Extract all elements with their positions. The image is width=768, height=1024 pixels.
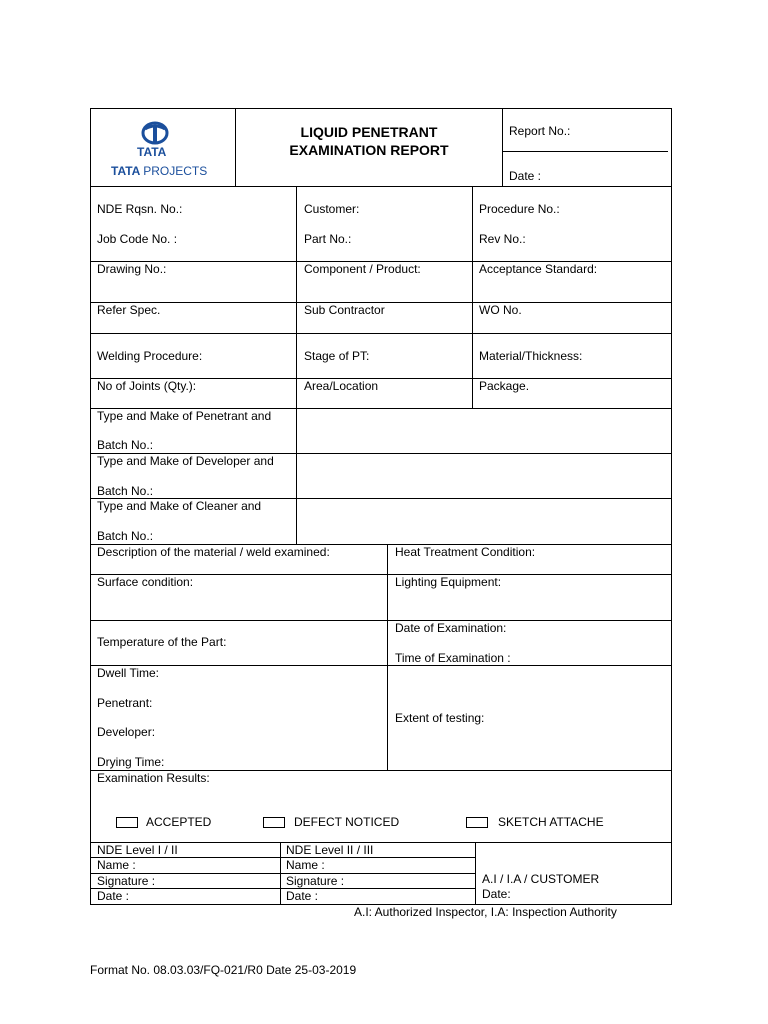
description-label: Description of the material / weld examined: (97, 545, 330, 559)
nde-level2-label: NDE Level II / III (286, 843, 374, 857)
stage-pt-label: Stage of PT: (304, 349, 370, 363)
row-divider (90, 186, 672, 187)
no-joints-label: No of Joints (Qty.): (97, 379, 197, 393)
date1-label: Date : (97, 889, 130, 903)
developer-type-label: Type and Make of Developer and (97, 454, 274, 468)
date-exam-label: Date of Examination: (395, 621, 507, 635)
procedure-no-label: Procedure No.: (479, 202, 560, 216)
report-title-line1: LIQUID PENETRANT (300, 124, 438, 140)
accepted-checkbox[interactable] (116, 817, 138, 828)
col-divider (475, 842, 476, 905)
report-date-label: Date : (509, 169, 542, 183)
name2-label: Name : (286, 858, 325, 872)
col-divider (502, 108, 503, 186)
nde-level1-label: NDE Level I / II (97, 843, 178, 857)
defect-checkbox[interactable] (263, 817, 285, 828)
developer-time-label: Developer: (97, 725, 156, 739)
col-divider (472, 186, 473, 408)
sketch-label: SKETCH ATTACHE (498, 815, 604, 829)
logo-company-name (111, 164, 207, 178)
cleaner-batch-label: Batch No.: (97, 529, 154, 543)
job-code-label: Job Code No. : (97, 232, 178, 246)
dwell-label: Dwell Time: (97, 666, 160, 680)
report-no-label: Report No.: (509, 124, 571, 138)
customer-label: Customer: (304, 202, 360, 216)
acceptance-label: Acceptance Standard: (479, 262, 598, 276)
penetrant-time-label: Penetrant: (97, 696, 153, 710)
sub-contractor-label: Sub Contractor (304, 303, 385, 317)
results-label: Examination Results: (97, 771, 210, 785)
welding-procedure-label: Welding Procedure: (97, 349, 203, 363)
col-divider (296, 186, 297, 544)
col-divider (280, 842, 281, 905)
ai-customer-label: A.I / I.A / CUSTOMER (482, 872, 600, 886)
format-number: Format No. 08.03.03/FQ-021/R0 Date 25-03-2019 (90, 963, 357, 977)
extent-label: Extent of testing: (395, 711, 485, 725)
package-label: Package. (479, 379, 530, 393)
time-exam-label: Time of Examination : (395, 651, 511, 665)
penetrant-batch-label: Batch No.: (97, 438, 154, 452)
logo-company-projects: PROJECTS (143, 164, 208, 178)
report-date-divider (502, 151, 668, 152)
component-label: Component / Product: (304, 262, 421, 276)
heat-treatment-label: Heat Treatment Condition: (395, 545, 536, 559)
footnote: A.I: Authorized Inspector, I.A: Inspection Authority (354, 905, 617, 919)
refer-spec-label: Refer Spec. (97, 303, 161, 317)
name1-label: Name : (97, 858, 136, 872)
date2-label: Date : (286, 889, 319, 903)
nde-rqsn-label: NDE Rqsn. No.: (97, 202, 183, 216)
lighting-label: Lighting Equipment: (395, 575, 502, 589)
rev-no-label: Rev No.: (479, 232, 526, 246)
material-thickness-label: Material/Thickness: (479, 349, 583, 363)
sign-row-divider (90, 888, 475, 889)
developer-batch-label: Batch No.: (97, 484, 154, 498)
report-title-line2: EXAMINATION REPORT (289, 142, 449, 158)
row-divider (90, 333, 672, 334)
drawing-no-label: Drawing No.: (97, 262, 167, 276)
cleaner-type-label: Type and Make of Cleaner and (97, 499, 262, 513)
signature1-label: Signature : (97, 874, 156, 888)
sketch-checkbox[interactable] (466, 817, 488, 828)
wo-no-label: WO No. (479, 303, 522, 317)
defect-label: DEFECT NOTICED (294, 815, 400, 829)
logo-wordmark: TATA (137, 145, 167, 159)
col-divider (387, 544, 388, 770)
row-divider (90, 665, 672, 666)
drying-time-label: Drying Time: (97, 755, 165, 769)
part-no-label: Part No.: (304, 232, 352, 246)
area-location-label: Area/Location (304, 379, 379, 393)
accepted-label: ACCEPTED (146, 815, 212, 829)
penetrant-type-label: Type and Make of Penetrant and (97, 409, 272, 423)
row-divider (90, 620, 672, 621)
temperature-label: Temperature of the Part: (97, 635, 227, 649)
logo-company-tata: TATA (111, 164, 140, 178)
signature2-label: Signature : (286, 874, 345, 888)
sign-row-divider (90, 857, 475, 858)
surface-label: Surface condition: (97, 575, 194, 589)
ai-date-label: Date: (482, 887, 511, 901)
